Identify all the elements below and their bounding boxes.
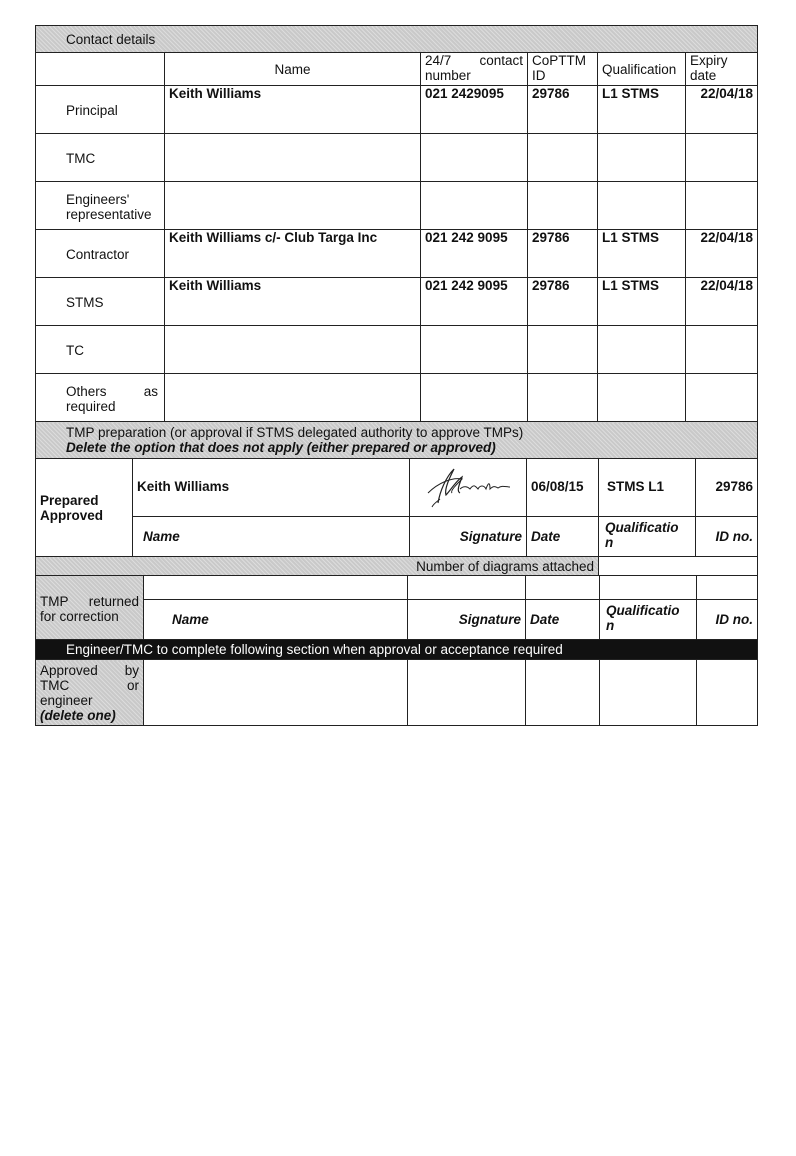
- approved-qualification-entry: [600, 660, 697, 726]
- contact-row-tmc: [36, 134, 758, 182]
- contact-name: [165, 326, 421, 374]
- qualification: [598, 326, 686, 374]
- contact-row-stms: [36, 278, 758, 326]
- contact-row-others: [36, 374, 758, 422]
- contact-name: [165, 134, 421, 182]
- role-label: Principal: [36, 86, 165, 134]
- returned-id-entry: [697, 576, 758, 600]
- coppttm-id: [528, 134, 598, 182]
- role-label: Others as required: [36, 374, 165, 422]
- caption-name: Name: [133, 517, 410, 557]
- handwritten-signature: [416, 463, 520, 509]
- coppttm-id: [528, 326, 598, 374]
- contact-number: [421, 374, 528, 422]
- approved-name-entry: [144, 660, 408, 726]
- coppttm-id: 29786: [528, 278, 598, 326]
- diagrams-row: [36, 557, 758, 576]
- expiry-date: [686, 374, 758, 422]
- caption-id: ID no.: [697, 600, 758, 640]
- tmp-preparation-heading: TMP preparation (or approval if STMS delegated authority to approve TMPs) Delete the option that does not apply (either prepared or approved): [36, 422, 758, 459]
- caption-qualification: Qualificatio n: [600, 600, 697, 640]
- qualification-header: Qualification: [598, 53, 686, 86]
- contact-number: 021 242 9095: [421, 278, 528, 326]
- contact-details-title: Contact details: [36, 26, 758, 53]
- tmp-caption-row: [36, 517, 758, 557]
- contact-name: Keith Williams: [165, 278, 421, 326]
- caption-name: Name: [144, 600, 408, 640]
- contact-number: [421, 134, 528, 182]
- qualification: L1 STMS: [598, 230, 686, 278]
- caption-qualification: Qualificatio n: [599, 517, 696, 557]
- qualification: [598, 374, 686, 422]
- returned-caption-row: [36, 600, 758, 640]
- expiry-date: 22/04/18: [686, 86, 758, 134]
- qualification: [598, 134, 686, 182]
- expiry-date: 22/04/18: [686, 278, 758, 326]
- tmp-returned-label: TMP returned for correction: [36, 576, 144, 640]
- approved-by-row: [36, 660, 758, 726]
- diagrams-count: [599, 557, 758, 576]
- contact-row-principal: [36, 86, 758, 134]
- expiry-date: [686, 326, 758, 374]
- coppttm-id: [528, 374, 598, 422]
- qualification: L1 STMS: [598, 86, 686, 134]
- caption-id: ID no.: [696, 517, 758, 557]
- tmp-preparation-table: [35, 458, 758, 576]
- tmp-form-sheet: [35, 25, 757, 726]
- tmp-prepared-row: [36, 459, 758, 517]
- contact-name: Keith Williams: [165, 86, 421, 134]
- returned-qualification-entry: [600, 576, 697, 600]
- approved-by-label: Approved by TMC or engineer (delete one): [36, 660, 144, 726]
- signature-cell: [410, 459, 527, 517]
- caption-signature: Signature: [410, 517, 527, 557]
- contact-details-table: [35, 25, 758, 459]
- contact-name: Keith Williams c/- Club Targa Inc: [165, 230, 421, 278]
- contact-number: [421, 326, 528, 374]
- role-label: Engineers' representative: [36, 182, 165, 230]
- contact-name: [165, 182, 421, 230]
- contact-number: [421, 182, 528, 230]
- diagrams-label: Number of diagrams attached: [36, 557, 599, 576]
- role-label: TC: [36, 326, 165, 374]
- caption-date: Date: [526, 600, 600, 640]
- contact-number: 021 2429095: [421, 86, 528, 134]
- contact-row-contractor: [36, 230, 758, 278]
- approved-date-entry: [526, 660, 600, 726]
- tmp-qualification: STMS L1: [599, 459, 696, 517]
- coppttm-id: 29786: [528, 230, 598, 278]
- role-label: TMC: [36, 134, 165, 182]
- role-header-cell: [36, 53, 165, 86]
- tmp-id-no: 29786: [696, 459, 758, 517]
- coppttm-id: [528, 182, 598, 230]
- returned-signature-entry: [408, 576, 526, 600]
- qualification: L1 STMS: [598, 278, 686, 326]
- contact-name: [165, 374, 421, 422]
- tmp-returned-table: [35, 575, 758, 726]
- qualification: [598, 182, 686, 230]
- contact-number: 021 242 9095: [421, 230, 528, 278]
- role-label: STMS: [36, 278, 165, 326]
- contact-header-row: [36, 53, 758, 86]
- coppttm-id-header: CoPTTM ID: [528, 53, 598, 86]
- returned-date-entry: [526, 576, 600, 600]
- tmp-name: Keith Williams: [133, 459, 410, 517]
- expiry-date: 22/04/18: [686, 230, 758, 278]
- contact-number-header: 24/7 contact number: [421, 53, 528, 86]
- contact-row-engineers-rep: [36, 182, 758, 230]
- expiry-date: [686, 182, 758, 230]
- name-header: Name: [165, 53, 421, 86]
- role-label: Contractor: [36, 230, 165, 278]
- contact-row-tc: [36, 326, 758, 374]
- tmp-date: 06/08/15: [527, 459, 599, 517]
- approved-id-entry: [697, 660, 758, 726]
- returned-name-entry: [144, 576, 408, 600]
- caption-signature: Signature: [408, 600, 526, 640]
- caption-date: Date: [527, 517, 599, 557]
- engineer-banner: Engineer/TMC to complete following section when approval or acceptance required: [36, 640, 758, 660]
- prepared-approved-label: Prepared Approved: [36, 459, 133, 557]
- approved-signature-entry: [408, 660, 526, 726]
- coppttm-id: 29786: [528, 86, 598, 134]
- expiry-date-header: Expiry date: [686, 53, 758, 86]
- expiry-date: [686, 134, 758, 182]
